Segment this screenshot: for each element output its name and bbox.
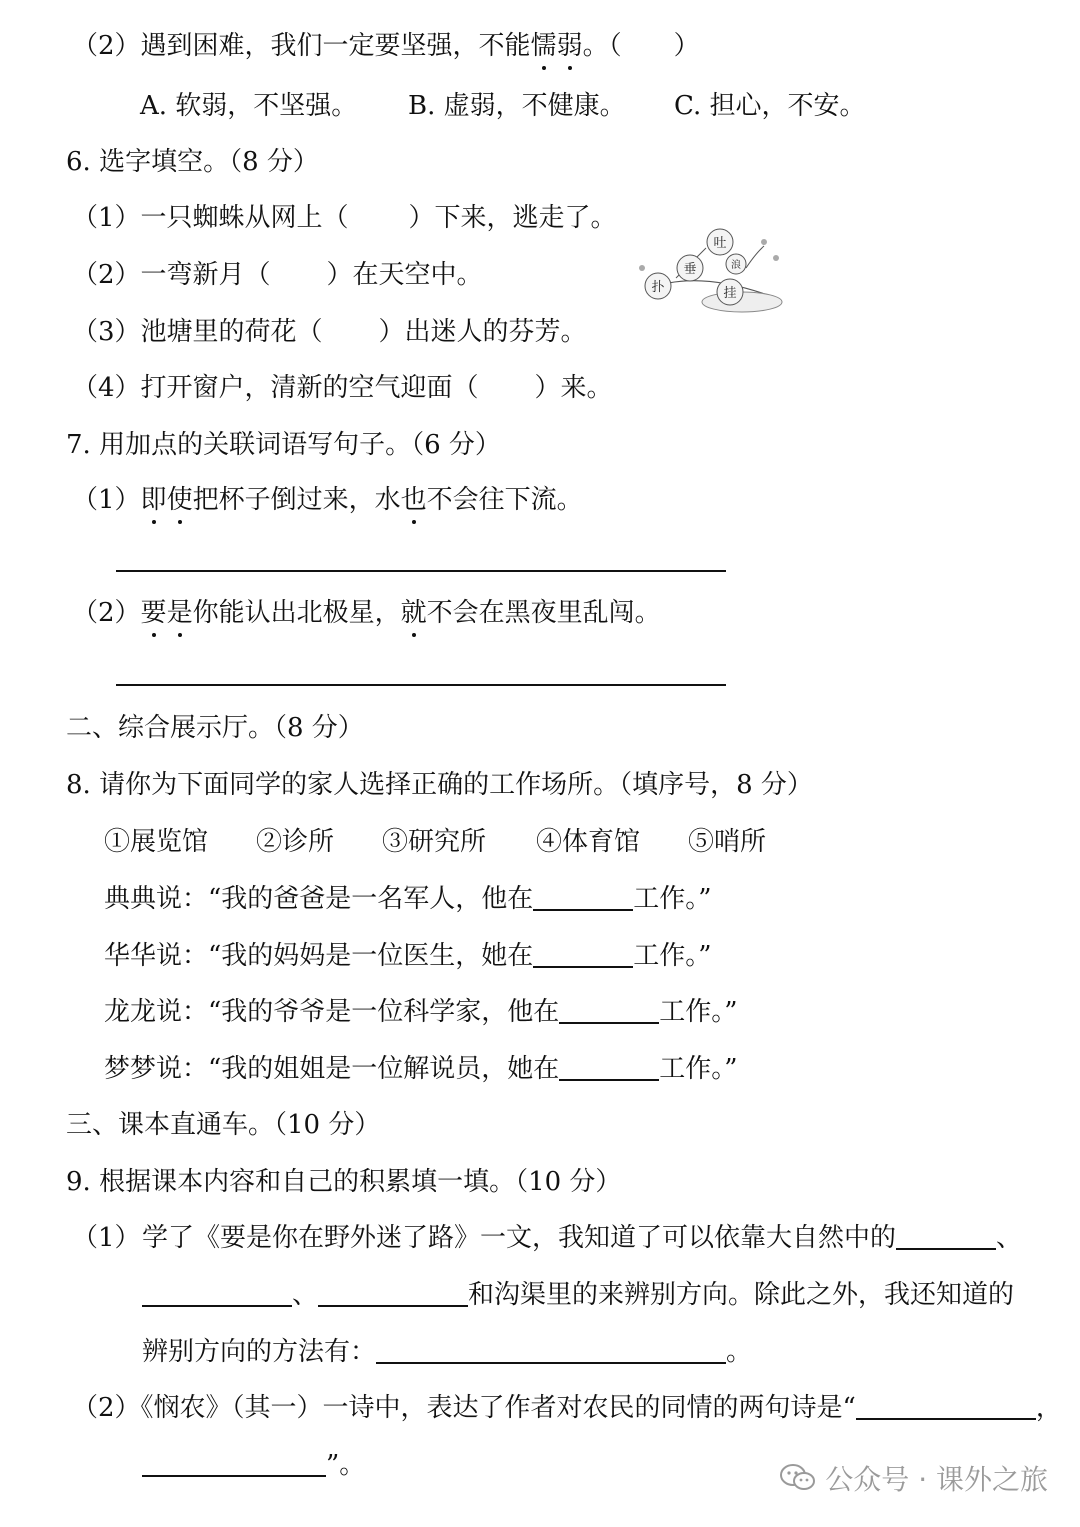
- q9-item-2-line-1: [72, 1390, 1062, 1426]
- q9-item-1-line-2: [142, 1277, 1014, 1313]
- q5-item-2: [72, 28, 700, 64]
- q8-3-text: 龙龙说：“我的爷爷是一位科学家，他在: [104, 997, 560, 1027]
- q8-place-5: ⑤哨所: [688, 827, 767, 857]
- answer-blank: [142, 1475, 326, 1477]
- q9-1-end: 。: [726, 1337, 753, 1367]
- q8-place-1: ①展览馆: [104, 827, 209, 857]
- q6-1-pre: （1）一只蜘蛛从网上（: [72, 203, 349, 233]
- q9-2-sep: ，: [1035, 1393, 1062, 1423]
- q9-item-1-num: （1）: [72, 1223, 141, 1253]
- flower-char: 垂: [683, 262, 697, 277]
- q9-1-text-3: 辨别方向的方法有：: [142, 1337, 377, 1367]
- watermark-text: 公众号 · 课外之旅: [825, 1463, 1048, 1496]
- flower-char: 浪: [731, 260, 741, 271]
- q6-2-pre: （2）一弯新月（: [72, 260, 271, 290]
- q7-1-text: 把杯子倒过来，水: [192, 485, 401, 515]
- dotted-char: 使: [167, 482, 193, 518]
- dotted-char: 就: [401, 595, 427, 631]
- dotted-char: 即: [141, 482, 167, 518]
- q9-1-sep: 、: [292, 1280, 319, 1310]
- q6-item-4: [72, 370, 613, 406]
- q5-2-stem: （2）遇到困难，我们一定要坚强，不能: [72, 31, 531, 61]
- q8-place-3: ③研究所: [382, 827, 487, 857]
- q9-2-end: ”。: [326, 1450, 366, 1480]
- q8-line-4: [104, 1051, 738, 1087]
- q8-1-text: 典典说：“我的爸爸是一名军人，他在: [104, 884, 534, 914]
- q9-item-2-line-2: [142, 1447, 365, 1483]
- answer-blank: [318, 1305, 468, 1307]
- q7-item-2: [72, 595, 661, 631]
- q8-3-end: 工作。”: [659, 997, 738, 1027]
- q8-2-end: 工作。”: [633, 941, 712, 971]
- q9-2-text: （2）《悯农》（其一）一诗中，表达了作者对农民的同情的两句诗是“: [72, 1393, 856, 1423]
- q7-1-text-end: 不会往下流。: [426, 485, 583, 515]
- section-2-title: 二、综合展示厅。（8 分）: [66, 713, 364, 743]
- q6-2-post: ）在天空中。: [326, 260, 483, 290]
- answer-blank: [856, 1418, 1036, 1420]
- q6-1-post: ）下来，逃走了。: [408, 203, 617, 233]
- answer-paren: 。（ ）: [582, 31, 700, 61]
- q6-item-1: [72, 200, 617, 236]
- q7-2-text-end: 不会在黑夜里乱闯。: [426, 598, 661, 628]
- wechat-icon: [779, 1463, 817, 1493]
- q7-title: 7. 用加点的关联词语写句子。（6 分）: [66, 430, 501, 460]
- dotted-char: 是: [167, 595, 193, 631]
- answer-blank: [559, 1079, 659, 1081]
- flower-char: 吐: [713, 236, 727, 251]
- flower-illustration: [636, 228, 784, 316]
- flower-char: 挂: [723, 286, 737, 301]
- answer-blank: [533, 966, 633, 968]
- answer-blank: [559, 1022, 659, 1024]
- q6-title: 6. 选字填空。（8 分）: [66, 147, 319, 177]
- watermark: [779, 1458, 1048, 1498]
- q6-3-post: ）出迷人的芬芳。: [378, 317, 587, 347]
- q8-line-3: [104, 994, 738, 1030]
- q7-1-num: （1）: [72, 485, 141, 515]
- q5-option-b: B. 虚弱，不健康。: [408, 91, 626, 121]
- q9-1-sep: 、: [996, 1223, 1023, 1253]
- q7-2-text: 你能认出北极星，: [192, 598, 401, 628]
- q7-2-num: （2）: [72, 598, 141, 628]
- q6-4-pre: （4）打开窗户，清新的空气迎面（: [72, 373, 479, 403]
- q8-2-text: 华华说：“我的妈妈是一位医生，她在: [104, 941, 534, 971]
- q6-item-2: [72, 257, 483, 293]
- dotted-char: 弱: [557, 28, 583, 64]
- answer-blank: [142, 1305, 292, 1307]
- q8-4-end: 工作。”: [659, 1054, 738, 1084]
- q9-item-1-line-1: [142, 1220, 1022, 1256]
- q7-item-1: [72, 482, 583, 518]
- q8-place-2: ②诊所: [256, 827, 335, 857]
- dotted-char: 要: [141, 595, 167, 631]
- q9-1-text: 学了《要是你在野外迷了路》一文，我知道了可以依靠大自然中的: [142, 1223, 897, 1253]
- q8-line-1: [104, 881, 712, 917]
- q8-place-4: ④体育馆: [536, 827, 641, 857]
- q5-option-c: C. 担心，不安。: [674, 91, 866, 121]
- dotted-char: 懦: [531, 28, 557, 64]
- answer-line: [116, 570, 726, 572]
- q9-title: 9. 根据课本内容和自己的积累填一填。（10 分）: [66, 1167, 622, 1197]
- q9-item-1-line-3: [142, 1334, 752, 1370]
- answer-line: [116, 684, 726, 686]
- answer-blank: [376, 1362, 726, 1364]
- q5-option-a: A. 软弱，不坚强。: [140, 91, 358, 121]
- q6-item-3: [72, 314, 587, 350]
- section-3-title: 三、课本直通车。（10 分）: [66, 1110, 381, 1140]
- q6-4-post: ）来。: [534, 373, 613, 403]
- q8-line-2: [104, 938, 712, 974]
- answer-blank: [533, 909, 633, 911]
- flower-char: 扑: [651, 280, 665, 295]
- q8-4-text: 梦梦说：“我的姐姐是一位解说员，她在: [104, 1054, 560, 1084]
- answer-blank: [896, 1248, 996, 1250]
- dotted-char: 也: [401, 482, 427, 518]
- q8-1-end: 工作。”: [633, 884, 712, 914]
- q6-3-pre: （3）池塘里的荷花（: [72, 317, 323, 347]
- q9-1-text-2: 和沟渠里的来辨别方向。除此之外，我还知道的: [468, 1280, 1015, 1310]
- q8-title: 8. 请你为下面同学的家人选择正确的工作场所。（填序号，8 分）: [66, 770, 813, 800]
